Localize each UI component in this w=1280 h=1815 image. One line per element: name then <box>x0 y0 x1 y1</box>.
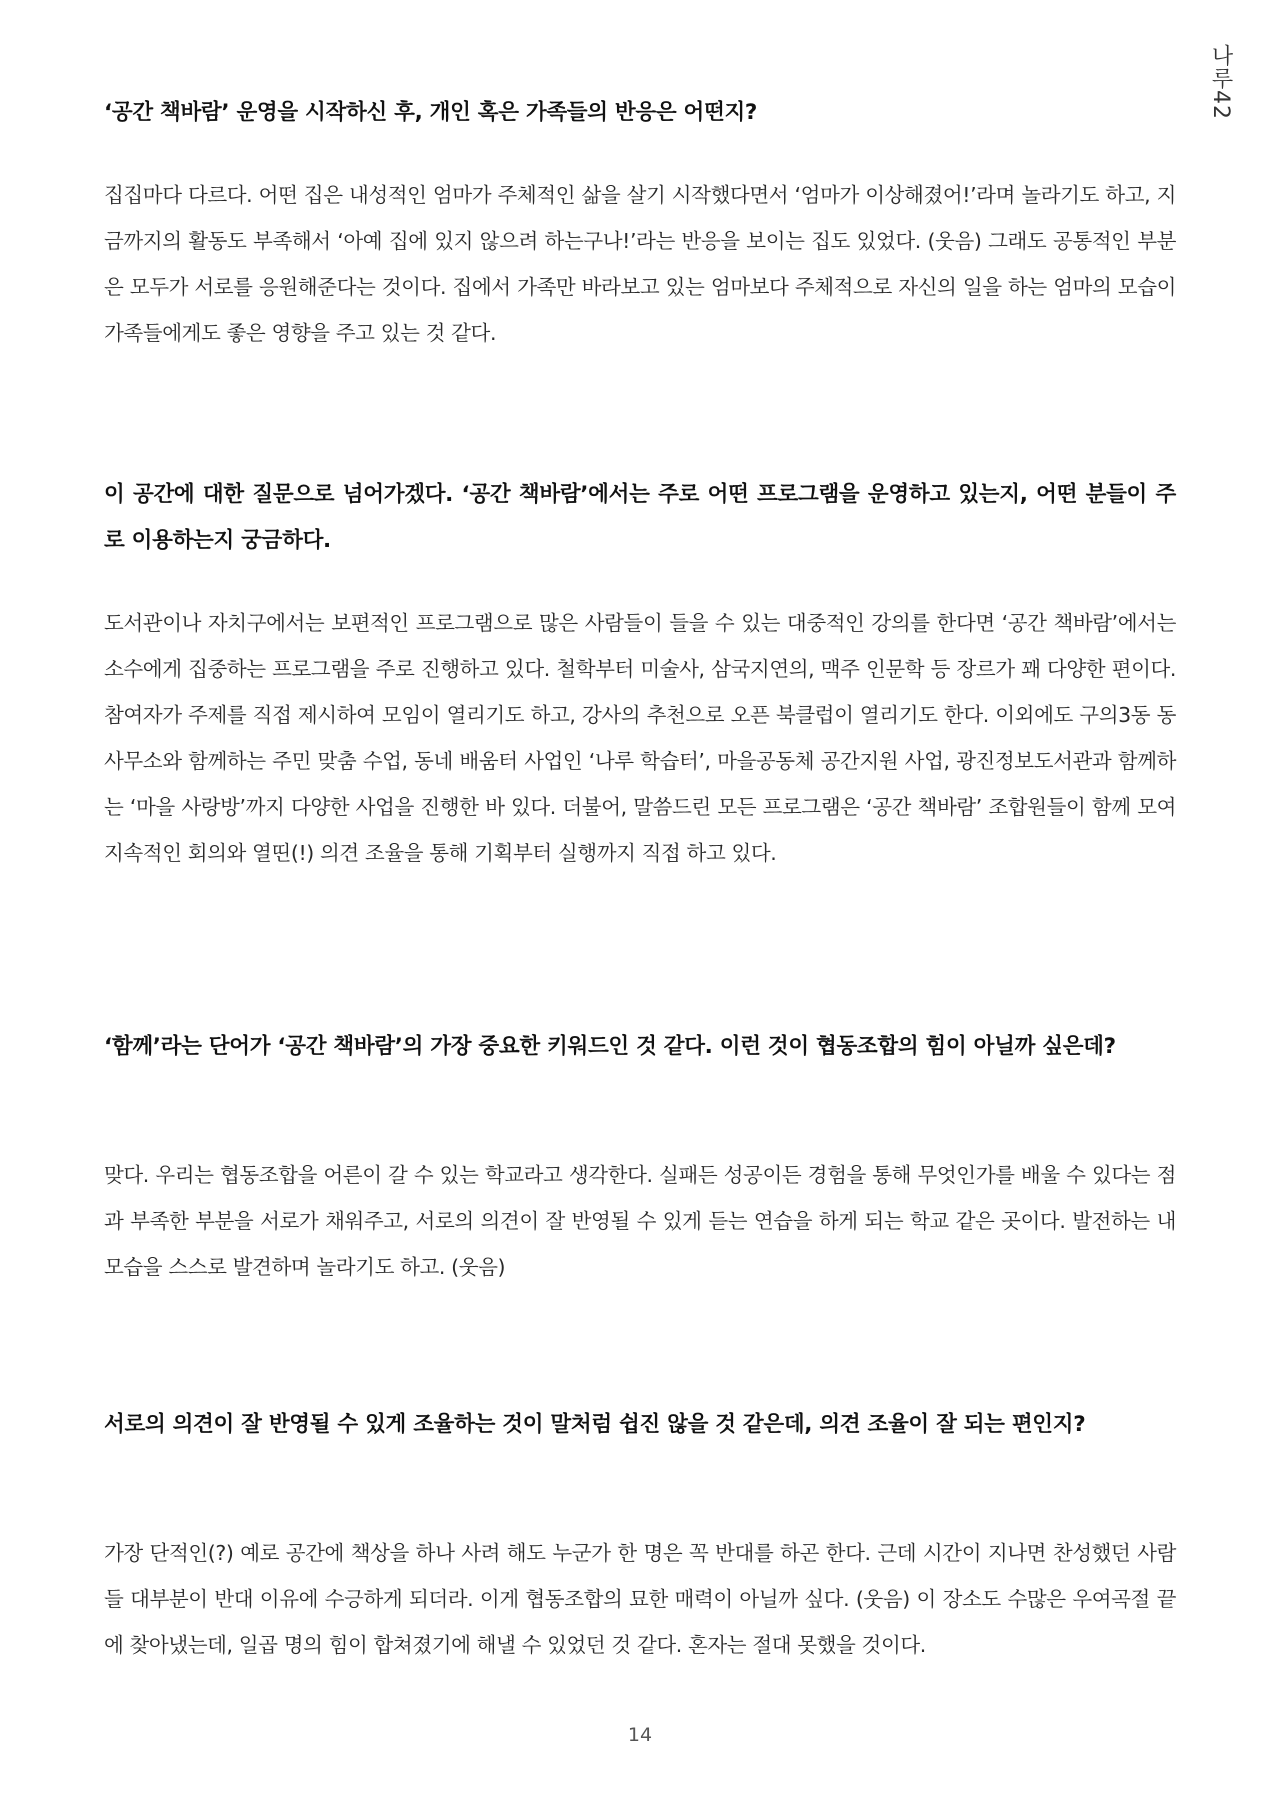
answer-paragraph: 도서관이나 자치구에서는 보편적인 프로그램으로 많은 사람들이 들을 수 있는 대중적인 강의를 한다면 ‘공간 책바람’에서는 소수에게 집중하는 프로그램을 주로 진행하고 있다. 철학부터 미술사, 삼국지연의, 맥주 인문학 등 장르가 꽤 다양한 편이다. 참여자가 주제를 직접 제시하여 모임이 열리기도 하고, 강사의 추천으로 오픈 북클럽이 열리기도 한다. 이외에도 구의3동 동사무소와 함께하는 주민 맞춤 수업, 동네 배움터 사업인 ‘나루 학습터’, 마을공동체 공간지원 사업, 광진정보도서관과 함께하는 ‘마을 사랑방’까지 다양한 사업을 진행한 바 있다. 더불어, 말씀드린 모든 프로그램은 ‘공간 책바람’ 조합원들이 함께 모여 지속적인 회의와 열띤(!) 의견 조율을 통해 기획부터 실행까지 직접 하고 있다. <box>104 611 1176 865</box>
question-heading: ‘함께’라는 단어가 ‘공간 책바람’의 가장 중요한 키워드인 것 같다. 이런 것이 협동조합의 힘이 아닐까 싶은데? <box>104 1034 1116 1059</box>
answer-paragraph: 집집마다 다르다. 어떤 집은 내성적인 엄마가 주체적인 삶을 살기 시작했다면서 ‘엄마가 이상해졌어!’라며 놀라기도 하고, 지금까지의 활동도 부족해서 ‘아예 집에 있지 않으려 하는구나!’라는 반응을 보이는 집도 있었다. (웃음) 그래도 공통적인 부분은 모두가 서로를 응원해준다는 것이다. 집에서 가족만 바라보고 있는 엄마보다 주체적으로 자신의 일을 하는 엄마의 모습이 가족들에게도 좋은 영향을 주고 있는 것 같다. <box>104 183 1176 345</box>
question-heading: ‘공간 책바람’ 운영을 시작하신 후, 개인 혹은 가족들의 반응은 어떤지? <box>104 100 758 125</box>
answer-paragraph: 맞다. 우리는 협동조합을 어른이 갈 수 있는 학교라고 생각한다. 실패든 성공이든 경험을 통해 무엇인가를 배울 수 있다는 점과 부족한 부분을 서로가 채워주고, 서로의 의견이 잘 반영될 수 있게 듣는 연습을 하게 되는 학교 같은 곳이다. 발전하는 내 모습을 스스로 발견하며 놀라기도 하고. (웃음) <box>104 1163 1176 1279</box>
answer-paragraph: 가장 단적인(?) 예로 공간에 책상을 하나 사려 해도 누군가 한 명은 꼭 반대를 하곤 한다. 근데 시간이 지나면 찬성했던 사람들 대부분이 반대 이유에 수긍하게 되더라. 이게 협동조합의 묘한 매력이 아닐까 싶다. (웃음) 이 장소도 수많은 우여곡절 끝에 찾아냈는데, 일곱 명의 힘이 합쳐졌기에 해낼 수 있었던 것 같다. 혼자는 절대 못했을 것이다. <box>104 1541 1176 1657</box>
question-heading: 이 공간에 대한 질문으로 넘어가겠다. ‘공간 책바람’에서는 주로 어떤 프로그램을 운영하고 있는지, 어떤 분들이 주로 이용하는지 궁금하다. <box>104 482 1176 553</box>
question-heading: 서로의 의견이 잘 반영될 수 있게 조율하는 것이 말처럼 쉽진 않을 것 같은데, 의견 조율이 잘 되는 편인지? <box>104 1412 1086 1437</box>
page-number: 14 <box>627 1724 653 1746</box>
side-label: 나루42 <box>1208 44 1233 120</box>
